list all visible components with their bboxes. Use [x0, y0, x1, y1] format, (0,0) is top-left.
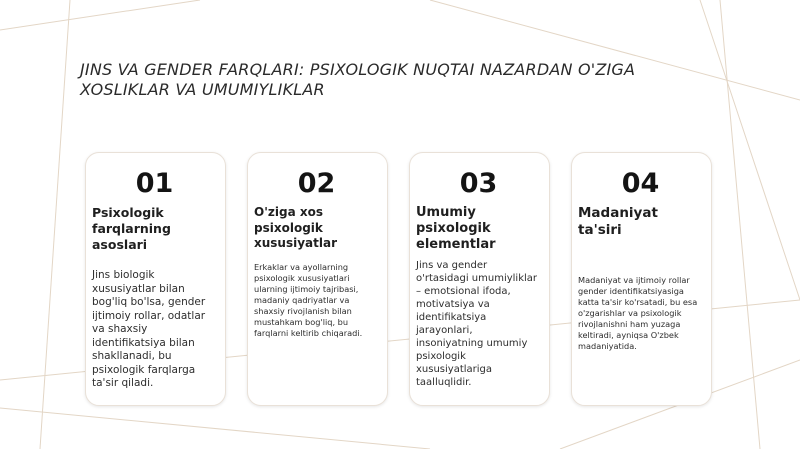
decor-line	[720, 0, 760, 449]
decor-line	[40, 0, 70, 449]
card-number: 01	[135, 168, 174, 199]
decor-line	[0, 408, 430, 449]
card-4	[571, 152, 712, 406]
card-number: 02	[297, 168, 336, 199]
card-text: Jins biologik xususiyatlar bilan bog'liq bo'lsa, gender ijtimoiy rollar, odatlar va shaxsiy identifikatsiya bilan shakllanadi, bu psixologik farqlarga ta'sir qiladi.	[92, 269, 206, 389]
card-number: 03	[459, 168, 498, 199]
card-2	[247, 152, 388, 406]
card-text: Erkaklar va ayollarning psixologik xususiyatlari ularning ijtimoiy tajribasi, madaniy qadriyatlar va shaxsiy rivojlanish bilan mustahkam bog'liq, bu farqlarni keltirib chiqaradi.	[254, 261, 363, 338]
card-number: 04	[621, 168, 660, 199]
card-1	[85, 152, 226, 406]
card-heading: O'ziga xos psixologik xususiyatlar	[254, 205, 338, 250]
card-heading: Umumiy psixologik elementlar	[416, 205, 496, 252]
slide-title: JINS VA GENDER FARQLARI: PSIXOLOGIK NUQTAI NAZARDAN O'ZIGA XOSLIKLAR VA UMUMIYLIKLAR	[80, 60, 636, 99]
card-heading: Madaniyat ta'siri	[578, 205, 658, 238]
card-3	[409, 152, 550, 406]
card-heading: Psixologik farqlarning asoslari	[92, 205, 171, 252]
card-text: Madaniyat va ijtimoiy rollar gender identifikatsiyasiga katta ta'sir ko'rsatadi, bu esa o'zgarishlar va psixologik rivojlanishni ham yuzaga keltiradi, ayniqsa O'zbek madaniyatida.	[578, 275, 698, 351]
card-text: Jins va gender o'rtasidagi umumiyliklar – emotsional ifoda, motivatsiya va identifikatsiya jarayonlari, insoniyatning umumiy psixologik xususiyatlariga taalluqlidir.	[416, 260, 538, 388]
decor-line	[700, 0, 800, 300]
decor-line	[0, 0, 200, 30]
